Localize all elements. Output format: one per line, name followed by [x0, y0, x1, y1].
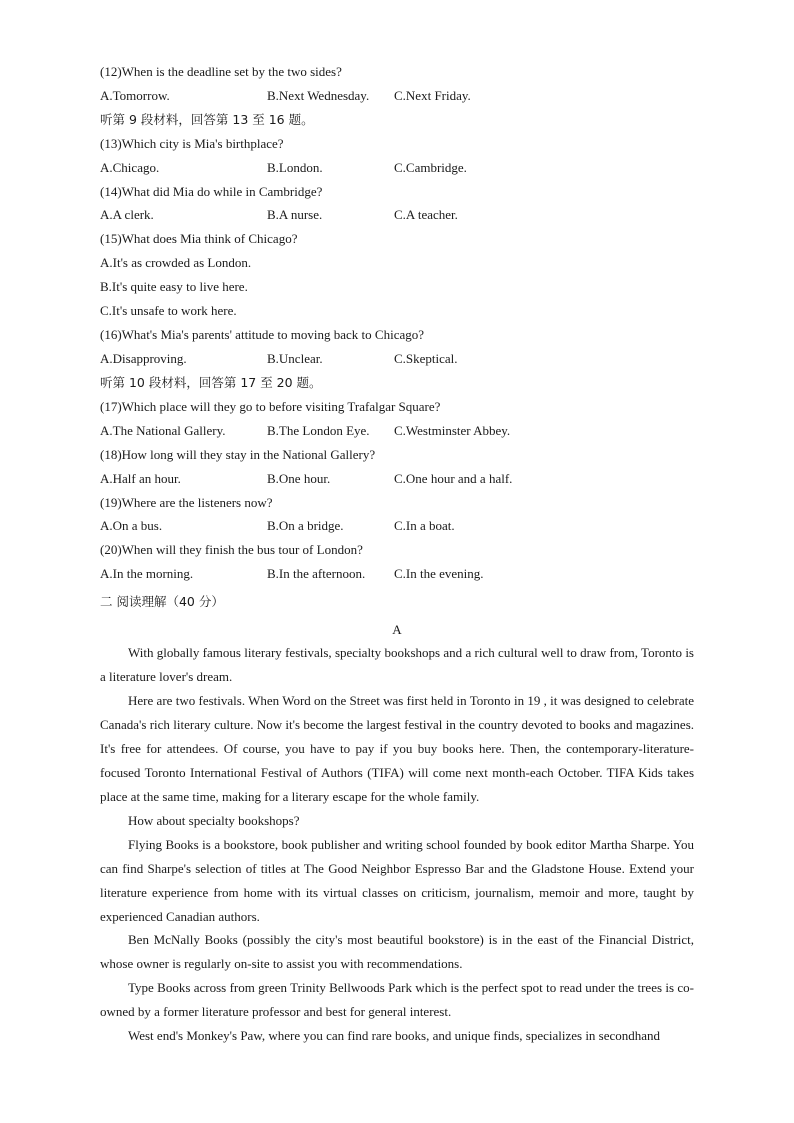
q18-option-c: C.One hour and a half.: [394, 471, 513, 486]
q20-option-c: C.In the evening.: [394, 566, 484, 581]
question-15: (15)What does Mia think of Chicago?: [100, 231, 298, 246]
passage-paragraph-3: How about specialty bookshops?: [128, 813, 300, 828]
q14-option-c: C.A teacher.: [394, 207, 458, 222]
passage-paragraph-4: Flying Books is a bookstore, book publisher and writing school founded by book editor Martha Sharpe. You can find Sharpe's selection of titles at The Good Neighbor Espresso Bar and the Gladstone House. Extend your literature experience from home with its virtual classes on criticism, journalism, memoir and more, taught by experienced Canadian authors.: [100, 837, 694, 924]
q19-option-a: A.On a bus.: [100, 518, 163, 533]
q19-option-b: B.On a bridge.: [267, 518, 344, 533]
q17-option-b: B.The London Eye.: [267, 423, 370, 438]
q14-option-b: B.A nurse.: [267, 207, 323, 222]
question-20: (20)When will they finish the bus tour of London?: [100, 542, 363, 557]
q12-option-a: A.Tomorrow.: [100, 88, 170, 103]
passage-label: A: [392, 622, 402, 637]
q20-option-b: B.In the afternoon.: [267, 566, 366, 581]
passage-paragraph-6: Type Books across from green Trinity Bellwoods Park which is the perfect spot to read under the trees is co-owned by a former literature professor and best for general interest.: [100, 980, 694, 1019]
q15-option-c: C.It's unsafe to work here.: [100, 303, 237, 318]
q13-option-c: C.Cambridge.: [394, 160, 467, 175]
question-17: (17)Which place will they go to before visiting Trafalgar Square?: [100, 399, 441, 414]
passage-paragraph-7: West end's Monkey's Paw, where you can find rare books, and unique finds, specializes in secondhand: [128, 1028, 661, 1043]
q15-option-b: B.It's quite easy to live here.: [100, 279, 248, 294]
section-10-intro: 听第 10 段材料，回答第 17 至 20 题。: [100, 375, 322, 390]
q15-option-a: A.It's as crowded as London.: [100, 255, 252, 270]
q18-option-a: A.Half an hour.: [100, 471, 181, 486]
q12-option-c: C.Next Friday.: [394, 88, 471, 103]
q13-option-b: B.London.: [267, 160, 323, 175]
question-13: (13)Which city is Mia's birthplace?: [100, 136, 284, 151]
q20-option-a: A.In the morning.: [100, 566, 194, 581]
q13-option-a: A.Chicago.: [100, 160, 160, 175]
question-12: (12)When is the deadline set by the two sides?: [100, 64, 342, 79]
q19-option-c: C.In a boat.: [394, 518, 455, 533]
reading-section-heading: 二 阅读理解（40 分）: [100, 594, 224, 609]
q17-option-c: C.Westminster Abbey.: [394, 423, 511, 438]
passage-paragraph-1: With globally famous literary festivals, specialty bookshops and a rich cultural well to draw from, Toronto is a literature lover's dream.: [100, 645, 694, 684]
q16-option-b: B.Unclear.: [267, 351, 323, 366]
question-14: (14)What did Mia do while in Cambridge?: [100, 184, 323, 199]
q14-option-a: A.A clerk.: [100, 207, 154, 222]
q12-option-b: B.Next Wednesday.: [267, 88, 370, 103]
q17-option-a: A.The National Gallery.: [100, 423, 226, 438]
question-16: (16)What's Mia's parents' attitude to moving back to Chicago?: [100, 327, 425, 342]
q16-option-c: C.Skeptical.: [394, 351, 458, 366]
q18-option-b: B.One hour.: [267, 471, 331, 486]
passage-paragraph-5: Ben McNally Books (possibly the city's most beautiful bookstore) is in the east of the Financial District, whose owner is regularly on-site to assist you with recommendations.: [100, 932, 694, 971]
passage-paragraph-2: Here are two festivals. When Word on the Street was first held in Toronto in 19 , it was designed to celebrate Canada's rich literary culture. Now it's become the largest festival in the country devoted to books and magazines. It's free for attendees. Of course, you have to pay if you buy books here. Then, the contemporary-literature-focused Toronto International Festival of Authors (TIFA) will come next month-each October. TIFA Kids takes place at the same time, making for a literary escape for the whole family.: [100, 693, 694, 804]
question-19: (19)Where are the listeners now?: [100, 495, 273, 510]
q16-option-a: A.Disapproving.: [100, 351, 187, 366]
section-9-intro: 听第 9 段材料，回答第 13 至 16 题。: [100, 112, 314, 127]
question-18: (18)How long will they stay in the National Gallery?: [100, 447, 376, 462]
